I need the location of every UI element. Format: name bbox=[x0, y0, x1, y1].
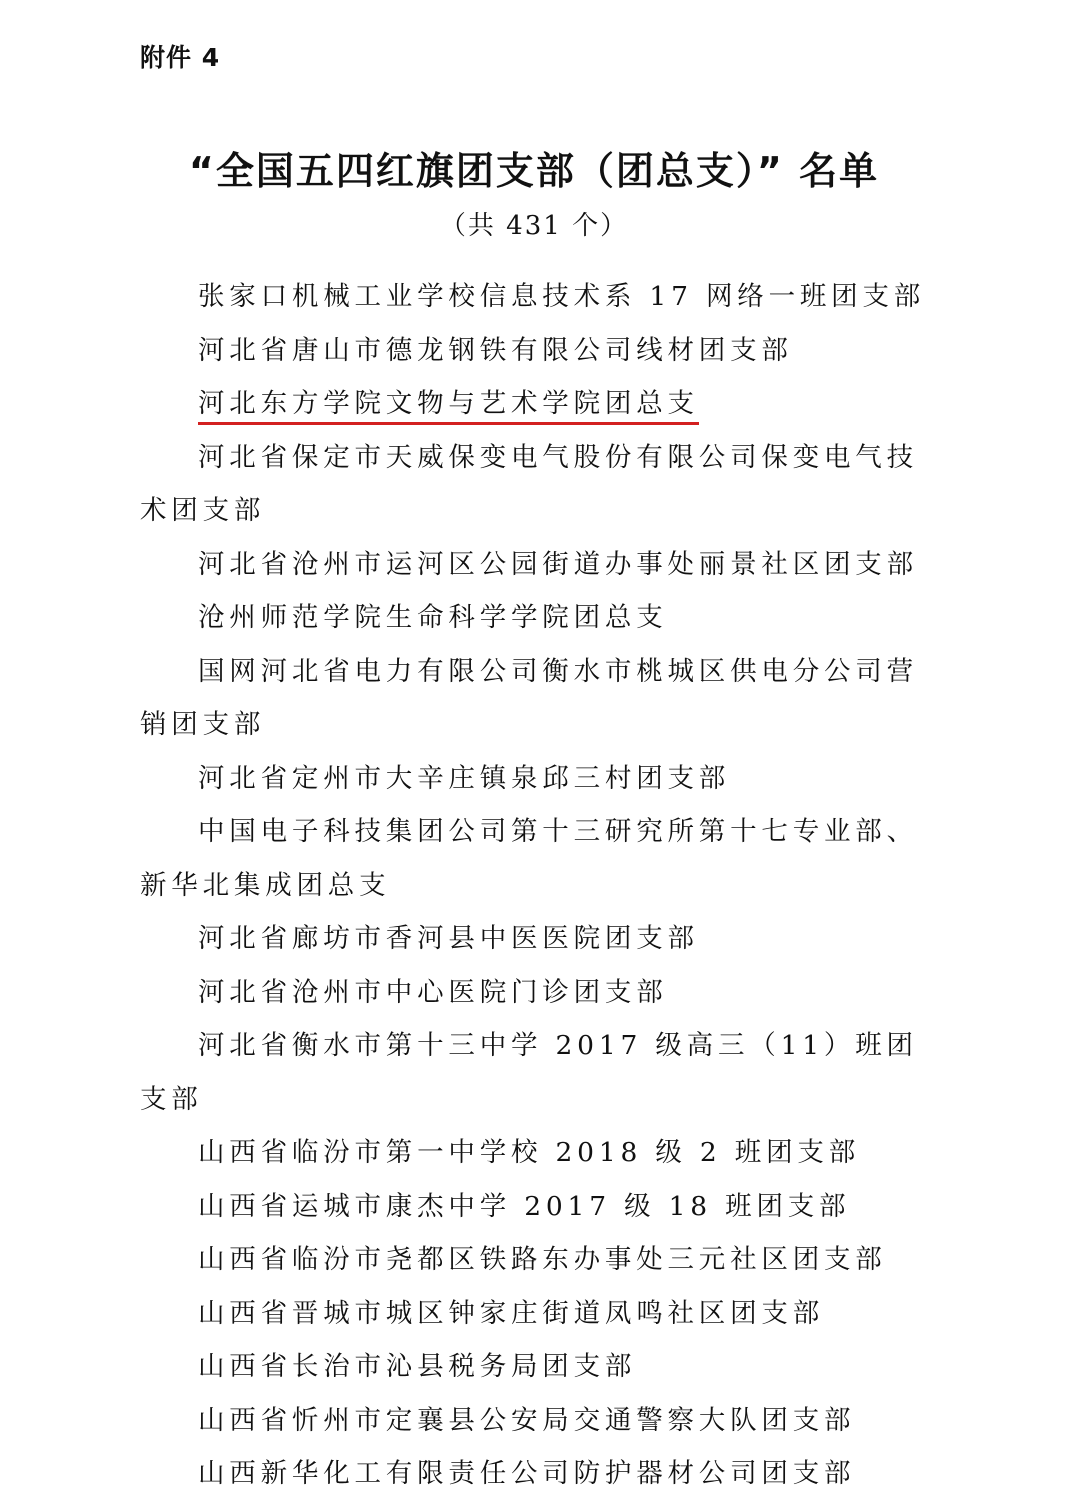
list-item bbox=[140, 1233, 940, 1287]
list-item-text: 山西省忻州市定襄县公安局交通警察大队团支部 bbox=[198, 1404, 856, 1436]
list-item-text: 河北省沧州市中心医院门诊团支部 bbox=[198, 976, 668, 1008]
list-item-text: 山西省临汾市尧都区铁路东办事处三元社区团支部 bbox=[198, 1244, 887, 1275]
list-item bbox=[140, 377, 940, 431]
document-subtitle: （共 431 个） bbox=[439, 211, 629, 241]
list-item bbox=[140, 1287, 940, 1341]
list-item-text: 山西新华化工有限责任公司防护器材公司团支部 bbox=[198, 1458, 856, 1489]
list-item bbox=[140, 966, 940, 1020]
list-item bbox=[140, 1180, 940, 1234]
list-item bbox=[140, 538, 940, 592]
list-item bbox=[140, 1019, 940, 1126]
attachment-label: 附件 4 bbox=[140, 43, 221, 72]
list-item bbox=[140, 1394, 940, 1448]
list-item-text: 中国电子科技集团公司第十三研究所第十七专业部、新华北集成团总支 bbox=[140, 816, 918, 901]
organization-list bbox=[140, 270, 940, 1501]
list-item-text: 山西省长治市沁县税务局团支部 bbox=[198, 1351, 637, 1382]
list-item-text: 河北省唐山市德龙钢铁有限公司线材团支部 bbox=[198, 334, 793, 366]
list-item-text: 国网河北省电力有限公司衡水市桃城区供电分公司营销团支部 bbox=[140, 655, 918, 740]
list-item bbox=[140, 645, 940, 752]
list-item bbox=[140, 270, 940, 324]
list-item bbox=[140, 1126, 940, 1180]
list-item bbox=[140, 912, 940, 966]
document-title: “全国五四红旗团支部（团总支）” 名单 bbox=[188, 149, 880, 193]
list-item-text: 沧州师范学院生命科学学院团总支 bbox=[198, 602, 668, 633]
list-item bbox=[140, 805, 940, 912]
list-item-text: 张家口机械工业学校信息技术系 17 网络一班团支部 bbox=[198, 281, 926, 312]
list-item-text: 河北省定州市大辛庄镇泉邱三村团支部 bbox=[198, 762, 731, 794]
list-item-text: 河北东方学院文物与艺术学院团总支 bbox=[198, 388, 699, 425]
list-item bbox=[140, 1340, 940, 1394]
list-item-text: 山西省运城市康杰中学 2017 级 18 班团支部 bbox=[198, 1190, 851, 1222]
list-item-text: 河北省衡水市第十三中学 2017 级高三（11）班团支部 bbox=[140, 1030, 918, 1115]
list-item bbox=[140, 431, 940, 538]
list-item bbox=[140, 752, 940, 806]
list-item-text: 河北省沧州市运河区公园街道办事处丽景社区团支部 bbox=[198, 548, 918, 580]
list-item bbox=[140, 591, 940, 645]
list-item bbox=[140, 324, 940, 378]
list-item-text: 河北省廊坊市香河县中医医院团支部 bbox=[198, 923, 699, 954]
list-item-text: 山西省临汾市第一中学校 2018 级 2 班团支部 bbox=[198, 1137, 860, 1168]
list-item-text: 山西省晋城市城区钟家庄街道凤鸣社区团支部 bbox=[198, 1297, 824, 1329]
list-item bbox=[140, 1447, 940, 1501]
list-item-text: 河北省保定市天威保变电气股份有限公司保变电气技术团支部 bbox=[140, 441, 918, 526]
